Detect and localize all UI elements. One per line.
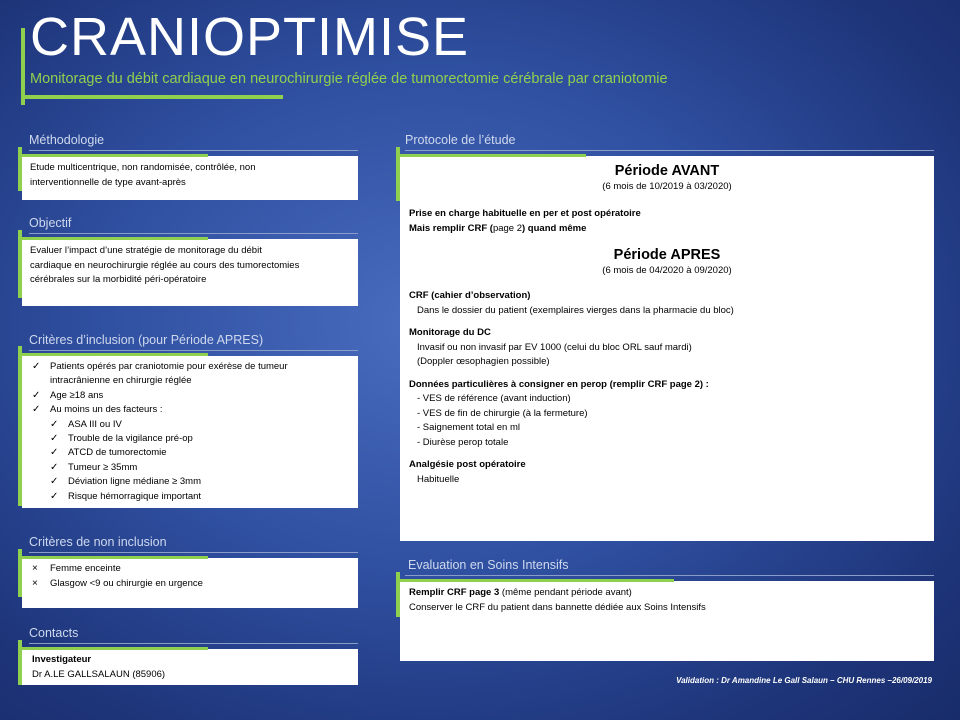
crf-line: Dans le dossier du patient (exemplaires vierges dans la pharmacie du bloc) — [417, 304, 734, 316]
donnees-heading: Données particulières à consigner en perop (remplir CRF page 2) : — [409, 378, 709, 390]
section-divider — [29, 150, 358, 151]
check-icon: ✓ — [50, 476, 59, 488]
inclusion-box — [22, 356, 358, 508]
crf-heading: CRF (cahier d’observation) — [409, 290, 531, 301]
check-icon: ✓ — [32, 361, 41, 372]
accent-bar — [18, 154, 208, 157]
analgesie-heading: Analgésie post opératoire — [409, 459, 526, 470]
methodologie-box — [22, 156, 358, 200]
avant-dates: (6 mois de 10/2019 à 03/2020) — [602, 181, 732, 192]
objectif-title: Objectif — [29, 216, 72, 230]
accent-bar — [18, 556, 208, 559]
section-divider — [29, 643, 358, 644]
evaluation-box — [400, 581, 934, 661]
inclusion-item: ✓ Patients opérés par craniotomie pour exérèse de tumeur — [32, 360, 348, 374]
title-underline — [21, 95, 283, 99]
non-inclusion-title: Critères de non inclusion — [29, 535, 167, 549]
evaluation-title: Evaluation en Soins Intensifs — [408, 558, 569, 572]
accent-bar — [396, 154, 586, 157]
cross-icon: × — [32, 577, 38, 589]
non-inclusion-box — [22, 558, 358, 608]
non-inclusion-item: × Glasgow <9 ou chirurgie en urgence — [32, 577, 348, 592]
inclusion-subitem: ✓ Risque hémorragique important — [32, 490, 348, 504]
inclusion-subitem: ✓ ASA III ou IV — [32, 418, 348, 432]
accent-bar — [396, 579, 674, 582]
section-divider — [29, 233, 358, 234]
objectif-line: cérébrales sur la morbidité péri-opératoire — [30, 274, 207, 285]
page-title: CRANIOPTIMISE — [30, 7, 470, 67]
evaluation-line: Remplir CRF page 3 (même pendant période avant) — [409, 587, 632, 598]
apres-heading: Période APRES — [613, 247, 721, 263]
section-divider — [405, 150, 934, 151]
inclusion-subitem: ✓ ATCD de tumorectomie — [32, 446, 348, 460]
check-icon: ✓ — [50, 418, 59, 430]
inclusion-title: Critères d’inclusion (pour Période APRES) — [29, 333, 264, 347]
objectif-box — [22, 239, 358, 306]
page-subtitle: Monitorage du débit cardiaque en neurochirurgie réglée de tumorectomie cérébrale par craniotomie — [30, 71, 668, 87]
non-inclusion-item: × Femme enceinte — [32, 562, 348, 577]
avant-line: Prise en charge habituelle en per et post opératoire — [409, 208, 641, 219]
donnees-item: - VES de référence (avant induction) — [417, 393, 571, 404]
contacts-label: Investigateur — [32, 654, 92, 665]
check-icon: ✓ — [50, 461, 59, 473]
inclusion-item: ✓ Au moins un des facteurs : — [32, 403, 348, 417]
check-icon: ✓ — [50, 447, 59, 459]
section-divider — [405, 575, 934, 576]
accent-bar — [18, 647, 208, 650]
section-divider — [29, 552, 358, 553]
analgesie-line: Habituelle — [417, 473, 460, 485]
title-accent-bar — [21, 28, 25, 105]
protocole-title: Protocole de l’étude — [405, 133, 516, 147]
donnees-item: - Saignement total en ml — [417, 422, 520, 433]
contacts-name: Dr A.LE GALLSALAUN (85906) — [32, 668, 166, 680]
donnees-item: - VES de fin de chirurgie (à la fermeture) — [417, 407, 588, 419]
inclusion-item-continued: intracrânienne en chirurgie réglée — [50, 375, 192, 387]
avant-heading: Période AVANT — [614, 163, 720, 179]
accent-bar — [18, 237, 208, 240]
protocole-box — [400, 156, 934, 541]
check-icon: ✓ — [32, 404, 41, 416]
methodologie-title: Méthodologie — [29, 133, 105, 147]
accent-bar — [18, 230, 22, 298]
check-icon: ✓ — [50, 490, 59, 502]
objectif-line: cardiaque en neurochirurgie réglée au cours des tumorectomies — [30, 259, 300, 271]
dc-line: Invasif ou non invasif par EV 1000 (celui du bloc ORL sauf mardi) — [417, 341, 692, 353]
contacts-box — [22, 649, 358, 685]
section-divider — [29, 350, 358, 351]
evaluation-line: Conserver le CRF du patient dans bannette dédiée aux Soins Intensifs — [409, 601, 706, 613]
cross-icon: × — [32, 563, 38, 574]
check-icon: ✓ — [32, 389, 41, 401]
objectif-line: Evaluer l’impact d’une stratégie de monitorage du débit — [30, 245, 262, 256]
inclusion-subitem: ✓ Tumeur ≥ 35mm — [32, 461, 348, 475]
accent-bar — [18, 346, 22, 506]
check-icon: ✓ — [50, 433, 59, 445]
apres-dates: (6 mois de 04/2020 à 09/2020) — [602, 265, 732, 276]
dc-line: (Doppler œsophagien possible) — [417, 356, 550, 367]
avant-line: Mais remplir CRF (page 2) quand même — [409, 222, 587, 234]
inclusion-item: ✓ Age ≥18 ans — [32, 389, 348, 403]
contacts-title: Contacts — [29, 626, 79, 640]
inclusion-subitem: ✓ Déviation ligne médiane ≥ 3mm — [32, 475, 348, 489]
methodologie-line: interventionnelle de type avant-après — [30, 176, 186, 188]
donnees-item: - Diurèse perop totale — [417, 436, 509, 448]
accent-bar — [18, 353, 208, 356]
methodologie-line: Etude multicentrique, non randomisée, contrôlée, non — [30, 162, 256, 173]
inclusion-subitem: ✓ Trouble de la vigilance pré-op — [32, 432, 348, 446]
dc-heading: Monitorage du DC — [409, 327, 491, 338]
validation-footer: Validation : Dr Amandine Le Gall Salaun – CHU Rennes –26/09/2019 — [676, 676, 932, 685]
